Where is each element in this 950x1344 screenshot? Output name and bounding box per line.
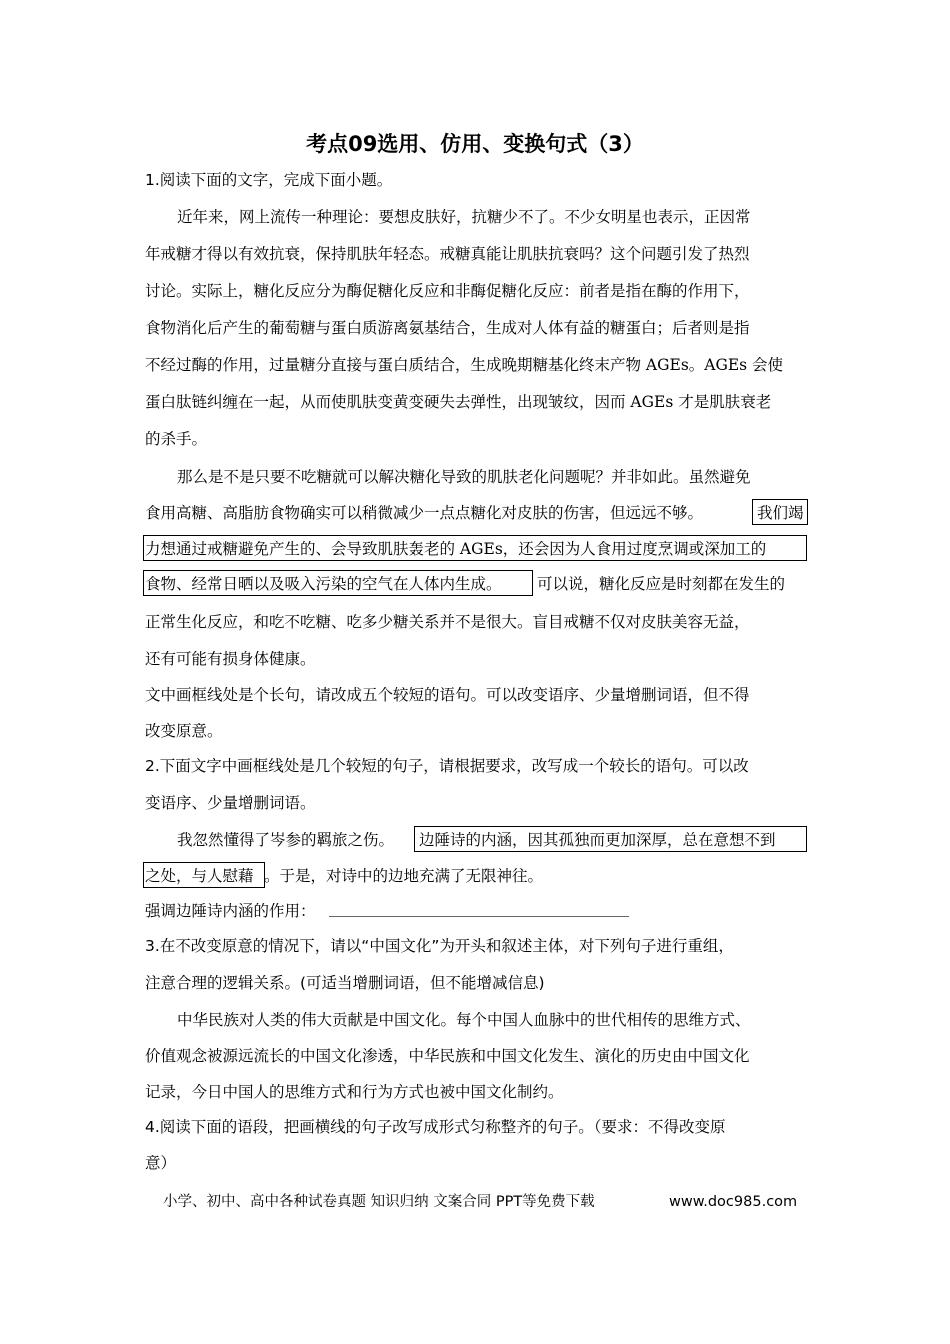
q1-passage-line: 正常生化反应，和吃不吃糖、吃多少糖关系并不是很大。盲目戒糖不仅对皮肤美容无益，	[145, 613, 750, 631]
q1-framed-text: 食物、经常日晒以及吸入污染的空气在人体内生成。	[145, 575, 502, 593]
q2-passage: 我忽然懂得了岑参的羁旅之伤。	[177, 831, 395, 849]
q2-passage: 。于是，对诗中的边地充满了无限神往。	[264, 867, 544, 885]
q1-passage-line: 年戒糖才得以有效抗衰，保持肌肤年轻态。戒糖真能让肌肤抗衰吗？这个问题引发了热烈	[145, 245, 750, 263]
q1-task-line: 文中画框线处是个长句，请改成五个较短的语句。可以改变语序、少量增删词语，但不得	[145, 686, 750, 704]
answer-blank-line[interactable]	[329, 916, 629, 917]
q1-framed-text: 力想通过戒糖避免产生的、会导致肌肤轰老的 AGEs，还会因为人食用过度烹调或深加工的	[145, 540, 767, 558]
q3-passage-line: 中华民族对人类的伟大贡献是中国文化。每个中国人血脉中的世代相传的思维方式、	[177, 1011, 751, 1029]
q3-passage-line: 记录，今日中国人的思维方式和行为方式也被中国文化制约。	[145, 1083, 564, 1101]
q2-framed-text: 边陲诗的内涵，因其孤独而更加深厚，总在意想不到	[419, 831, 776, 849]
q1-passage-line: 食物消化后产生的葡萄糖与蛋白质游离氨基结合，生成对人体有益的糖蛋白；后者则是指	[145, 319, 750, 337]
q2-framed-text: 之处，与人慰藉	[145, 867, 254, 885]
q4-prompt-line: 4.阅读下面的语段，把画横线的句子改写成形式匀称整齐的句子。（要求：不得改变原	[145, 1118, 726, 1136]
q1-passage-line: 近年来，网上流传一种理论：要想皮肤好，抗糖少不了。不少女明星也表示，正因常	[177, 208, 751, 226]
q4-prompt-line: 意）	[145, 1154, 177, 1172]
footer-text: 小学、初中、高中各种试卷真题 知识归纳 文案合同 PPT等免费下载	[163, 1194, 595, 1210]
q1-passage-line: 食用高糖、高脂肪食物确实可以稍微减少一点点糖化对皮肤的伤害，但远远不够。	[145, 504, 704, 522]
q1-prompt: 1.阅读下面的文字，完成下面小题。	[145, 171, 393, 189]
q2-prompt-line: 2.下面文字中画框线处是几个较短的句子，请根据要求，改写成一个较长的语句。可以改	[145, 757, 749, 775]
page-title: 考点09选用、仿用、变换句式（3）	[306, 132, 644, 156]
q1-passage-line: 还有可能有损身体健康。	[145, 650, 316, 668]
q1-passage-line: 的杀手。	[145, 430, 208, 448]
q3-passage-line: 价值观念被源远流长的中国文化渗透，中华民族和中国文化发生、演化的历史由中国文化	[145, 1047, 750, 1065]
q1-passage-line: 不经过酶的作用，过量糖分直接与蛋白质结合，生成晚期糖基化终末产物 AGEs。AGEs 会使	[145, 356, 784, 374]
q1-task-line: 改变原意。	[145, 722, 223, 740]
q2-answer-label: 强调边陲诗内涵的作用：	[145, 902, 316, 920]
q1-passage-line: 可以说，糖化反应是时刻都在发生的	[537, 575, 786, 593]
q1-passage-line: 那么是不是只要不吃糖就可以解决糖化导致的肌肤老化问题呢？并非如此。虽然避免	[177, 468, 751, 486]
q3-prompt-line: 3.在不改变原意的情况下，请以“中国文化”为开头和叙述主体，对下列句子进行重组，	[145, 937, 734, 955]
q2-prompt-line: 变语序、少量增删词语。	[145, 794, 316, 812]
q1-passage-line: 讨论。实际上，糖化反应分为酶促糖化反应和非酶促糖化反应：前者是指在酶的作用下，	[145, 282, 750, 300]
q1-passage-line: 蛋白肽链纠缠在一起，从而使肌肤变黄变硬失去弹性，出现皱纹，因而 AGEs 才是肌肤衰老	[145, 393, 772, 411]
q1-framed-text: 我们竭	[757, 504, 804, 522]
q3-prompt-line: 注意合理的逻辑关系。(可适当增删词语，但不能增减信息)	[145, 974, 545, 992]
footer-site-link[interactable]: www.doc985.com	[669, 1194, 798, 1210]
page-footer	[163, 1188, 798, 1216]
